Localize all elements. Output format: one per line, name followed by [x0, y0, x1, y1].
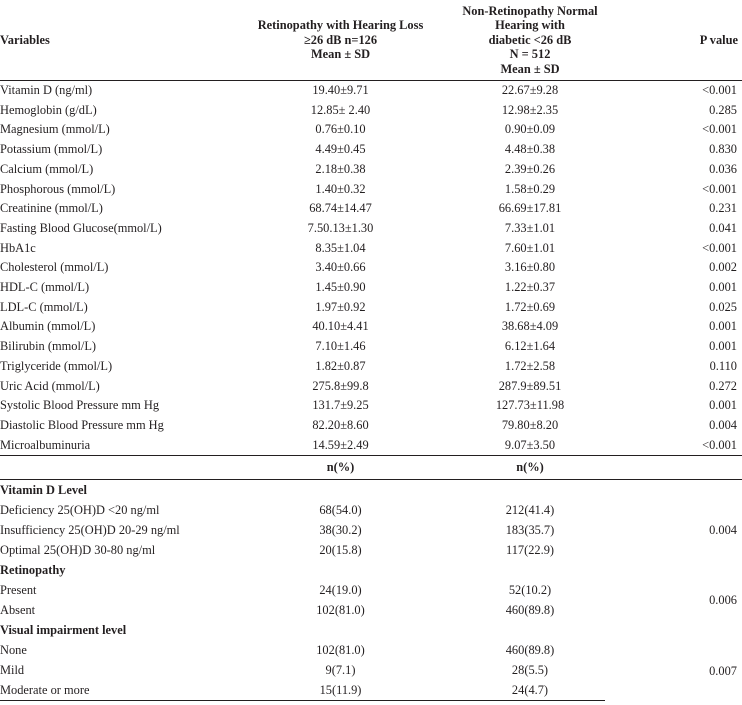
section-pvalue: 0.007	[709, 663, 737, 678]
row-variable: Hemoglobin (g/dL)	[0, 102, 97, 117]
table-row	[0, 219, 742, 239]
row-group1-value: 102(81.0)	[316, 603, 365, 618]
row-variable: Mild	[0, 663, 25, 678]
row-group2-value: 1.22±0.37	[504, 280, 556, 295]
row-pvalue: 0.830	[709, 142, 737, 157]
row-group2-value: 4.48±0.38	[504, 142, 556, 157]
row-group1-value: 3.40±0.66	[315, 260, 366, 275]
row-variable: LDL-C (mmol/L)	[0, 299, 88, 314]
row-variable: Vitamin D (ng/ml)	[0, 83, 93, 97]
header-group2	[455, 0, 605, 81]
table-row	[0, 239, 742, 259]
row-group1-value: 131.7±9.25	[312, 398, 369, 413]
row-group1-value: 1.40±0.32	[315, 181, 366, 196]
row-group2-value: 117(22.9)	[505, 543, 555, 558]
row-pvalue: <0.001	[702, 122, 737, 137]
row-variable: Systolic Blood Pressure mm Hg	[0, 398, 160, 413]
subheader-blank	[605, 456, 742, 480]
row-group1-value: 38(30.2)	[319, 523, 362, 538]
row-variable: Cholesterol (mmol/L)	[0, 260, 109, 275]
table-row	[0, 337, 742, 357]
table-row	[0, 357, 742, 377]
row-pvalue: <0.001	[702, 240, 737, 255]
row-variable: Bilirubin (mmol/L)	[0, 339, 97, 354]
row-group1-value: 8.35±1.04	[315, 240, 366, 255]
table-body	[0, 81, 742, 701]
row-group1-value: 7.10±1.46	[315, 339, 366, 354]
header-variables: Variables	[0, 0, 226, 81]
row-pvalue: 0.001	[709, 398, 737, 413]
section-title: Retinopathy	[0, 563, 66, 578]
row-pvalue: <0.001	[702, 83, 737, 97]
row-group2-value: 1.58±0.29	[504, 181, 556, 196]
row-group1-value: 275.8±99.8	[312, 378, 369, 393]
row-group2-value: 212(41.4)	[505, 503, 555, 518]
row-pvalue: 0.001	[709, 319, 737, 334]
row-variable: Optimal 25(OH)D 30-80 ng/ml	[0, 543, 156, 558]
row-variable: Microalbuminuria	[0, 436, 226, 456]
row-group1-value: 102(81.0)	[316, 643, 365, 658]
row-variable: Diastolic Blood Pressure mm Hg	[0, 417, 164, 432]
row-variable: Deficiency 25(OH)D <20 ng/ml	[0, 503, 160, 518]
section-pvalue: 0.004	[709, 523, 737, 538]
table-header-row	[0, 0, 742, 81]
row-group1-value: 12.85± 2.40	[310, 102, 371, 117]
table-row	[0, 580, 742, 600]
row-group1-value: 7.50.13±1.30	[307, 220, 374, 235]
row-group2-value: 460(89.8)	[505, 643, 555, 658]
row-variable: Triglyceride (mmol/L)	[0, 358, 113, 373]
row-group2-value: 2.39±0.26	[504, 161, 556, 176]
section-pvalue: 0.006	[709, 593, 737, 608]
subheader-group2: n(%)	[455, 456, 605, 480]
table-row	[0, 160, 742, 180]
section-title: Vitamin D Level	[0, 483, 87, 498]
row-group2-value: 1.72±2.58	[504, 358, 556, 373]
row-group1-value: 19.40±9.71	[312, 83, 369, 97]
header-group2-line: Non-Retinopathy Normal	[462, 3, 598, 18]
header-group1-line: ≥26 dB n=126	[303, 32, 378, 47]
subheader-row	[0, 456, 742, 480]
row-pvalue: 0.001	[709, 280, 737, 295]
row-group2-value: 28(5.5)	[511, 663, 549, 678]
header-pvalue: P value	[605, 0, 742, 81]
header-group2-line: N = 512	[509, 47, 551, 62]
table-row	[0, 416, 742, 436]
row-group2-value: 79.80±8.20	[501, 417, 559, 432]
row-variable: Moderate or more	[0, 680, 226, 701]
table-row	[0, 436, 742, 456]
table-row	[0, 101, 742, 121]
row-variable: Creatinine (mmol/L)	[0, 201, 103, 216]
table-row	[0, 396, 742, 416]
table-row	[0, 120, 742, 140]
row-group2-value: 287.9±89.51	[498, 378, 562, 393]
row-variable: HDL-C (mmol/L)	[0, 280, 90, 295]
row-pvalue: 0.041	[709, 220, 737, 235]
row-pvalue: 0.285	[709, 102, 737, 117]
row-group2-value: 9.07±3.50	[455, 436, 605, 456]
row-group2-value: 7.33±1.01	[504, 220, 556, 235]
header-group1-line: Retinopathy with Hearing Loss	[257, 18, 424, 33]
row-pvalue: <0.001	[702, 181, 737, 196]
row-variable: Calcium (mmol/L)	[0, 161, 94, 176]
row-variable: Potassium (mmol/L)	[0, 142, 103, 157]
row-variable: Phosphorous (mmol/L)	[0, 181, 116, 196]
row-group2-value: 38.68±4.09	[501, 319, 559, 334]
row-group2-value: 1.72±0.69	[504, 299, 556, 314]
row-group2-value: 127.73±11.98	[495, 398, 565, 413]
row-variable: Absent	[0, 603, 36, 618]
row-group1-value: 2.18±0.38	[315, 161, 366, 176]
row-pvalue: 0.004	[709, 417, 737, 432]
row-variable: None	[0, 643, 27, 658]
table-row	[0, 317, 742, 337]
row-group1-value: 68(54.0)	[319, 503, 362, 518]
table-row	[0, 377, 742, 397]
subheader-group1: n(%)	[226, 456, 455, 480]
row-pvalue: <0.001	[605, 436, 742, 456]
row-pvalue: 0.002	[709, 260, 737, 275]
header-group2-line: Mean ± SD	[500, 61, 560, 76]
row-group1-value: 0.76±0.10	[315, 122, 366, 137]
table-row	[0, 180, 742, 200]
row-pvalue: 0.036	[709, 161, 737, 176]
row-group1-value: 9(7.1)	[325, 663, 356, 678]
row-group1-value: 15(11.9)	[226, 680, 455, 701]
row-pvalue: 0.231	[709, 201, 737, 216]
table-row	[0, 81, 742, 101]
row-group2-value: 183(35.7)	[505, 523, 555, 538]
row-group2-value: 22.67±9.28	[501, 83, 559, 97]
row-group1-value: 24(19.0)	[319, 583, 362, 598]
row-variable: Magnesium (mmol/L)	[0, 122, 110, 137]
section-title: Visual impairment level	[0, 623, 127, 638]
table-row	[0, 500, 742, 520]
row-variable: Present	[0, 583, 37, 598]
row-group1-value: 68.74±14.47	[309, 201, 372, 216]
header-group2-line: diabetic <26 dB	[488, 32, 572, 47]
row-group2-value: 66.69±17.81	[498, 201, 562, 216]
row-variable: Insufficiency 25(OH)D 20-29 ng/ml	[0, 523, 180, 538]
row-group1-value: 1.82±0.87	[315, 358, 366, 373]
row-group2-value: 24(4.7)	[455, 680, 605, 701]
table-row	[0, 640, 742, 660]
header-group1	[226, 0, 455, 81]
row-group2-value: 12.98±2.35	[501, 102, 559, 117]
header-group1-line: Mean ± SD	[310, 47, 371, 62]
row-group1-value: 1.97±0.92	[315, 299, 366, 314]
row-group1-value: 40.10±4.41	[312, 319, 369, 334]
row-pvalue: 0.025	[709, 299, 737, 314]
table-row	[0, 258, 742, 278]
subheader-blank	[0, 456, 226, 480]
row-group2-value: 460(89.8)	[505, 603, 555, 618]
row-group1-value: 1.45±0.90	[315, 280, 366, 295]
row-variable: Uric Acid (mmol/L)	[0, 378, 100, 393]
row-variable: Albumin (mmol/L)	[0, 319, 96, 334]
table-row	[0, 140, 742, 160]
row-pvalue: 0.001	[709, 339, 737, 354]
row-group1-value: 4.49±0.45	[315, 142, 366, 157]
table-row	[0, 298, 742, 318]
header-group2-line: Hearing with	[495, 18, 565, 33]
row-group2-value: 52(10.2)	[508, 583, 552, 598]
row-pvalue: 0.272	[709, 378, 737, 393]
row-group2-value: 6.12±1.64	[504, 339, 556, 354]
row-variable: HbA1c	[0, 240, 36, 255]
row-group2-value: 3.16±0.80	[504, 260, 556, 275]
row-group2-value: 0.90±0.09	[504, 122, 556, 137]
row-group1-value: 20(15.8)	[319, 543, 362, 558]
table-row	[0, 199, 742, 219]
row-group1-value: 14.59±2.49	[226, 436, 455, 456]
table-row	[0, 278, 742, 298]
row-group2-value: 7.60±1.01	[504, 240, 556, 255]
section-header-row	[0, 560, 742, 580]
row-group1-value: 82.20±8.60	[312, 417, 369, 432]
section-header-row	[0, 480, 742, 501]
row-variable: Fasting Blood Glucose(mmol/L)	[0, 220, 162, 235]
section-header-row	[0, 620, 742, 640]
row-pvalue: 0.110	[709, 358, 737, 373]
